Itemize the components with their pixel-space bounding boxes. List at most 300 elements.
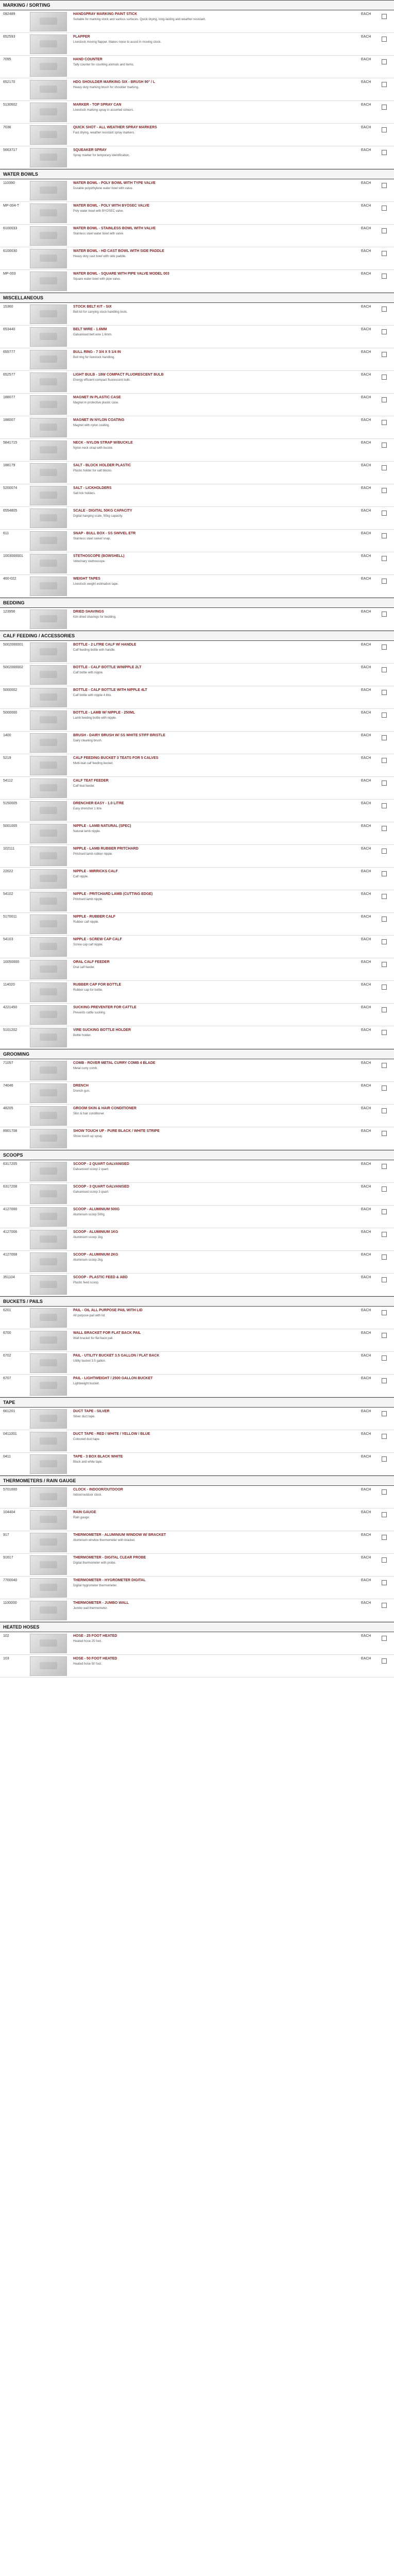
product-text bbox=[73, 202, 361, 213]
product-thumbnail bbox=[30, 1487, 67, 1507]
product-title: STOCK BELT KIT - SIX bbox=[73, 305, 112, 309]
unit-label: EACH bbox=[361, 350, 371, 354]
order-checkbox[interactable] bbox=[382, 1030, 387, 1035]
product-title: SCOOP - ALUMINIUM 1KG bbox=[73, 1230, 118, 1234]
order-checkbox-cell bbox=[382, 124, 394, 135]
order-checkbox[interactable] bbox=[382, 1333, 387, 1338]
order-checkbox[interactable] bbox=[382, 150, 387, 155]
order-checkbox-cell bbox=[382, 552, 394, 564]
product-image bbox=[30, 686, 73, 707]
product-title: SCOOP - PLASTIC FEED & ABD bbox=[73, 1276, 128, 1279]
section-header: WATER BOWLS bbox=[0, 169, 394, 179]
product-description: Livestock moving flapper. Makes noise to assist in moving stock. bbox=[73, 41, 162, 44]
product-title: THERMOMETER - HYGROMETER DIGITAL bbox=[73, 1579, 146, 1582]
product-thumbnail bbox=[30, 665, 67, 685]
unit-label: EACH bbox=[361, 915, 371, 919]
product-row bbox=[0, 1251, 394, 1274]
product-row bbox=[0, 552, 394, 575]
product-text bbox=[73, 439, 361, 450]
order-checkbox[interactable] bbox=[382, 826, 387, 831]
product-code: 5130602 bbox=[3, 103, 18, 107]
order-checkbox[interactable] bbox=[382, 274, 387, 279]
order-checkbox[interactable] bbox=[382, 1209, 387, 1214]
order-checkbox[interactable] bbox=[382, 1007, 387, 1012]
product-title: THERMOMETER - JUMBO WALL bbox=[73, 1601, 129, 1605]
product-description: Oral calf feeder. bbox=[73, 966, 95, 969]
product-code: 54103 bbox=[3, 938, 13, 941]
order-checkbox-cell bbox=[382, 1105, 394, 1116]
product-image bbox=[30, 10, 73, 31]
product-thumbnail bbox=[30, 1184, 67, 1204]
product-image bbox=[30, 1408, 73, 1429]
order-checkbox-cell bbox=[382, 1206, 394, 1217]
order-checkbox[interactable] bbox=[382, 1535, 387, 1540]
order-checkbox[interactable] bbox=[382, 82, 387, 87]
order-checkbox[interactable] bbox=[382, 1434, 387, 1439]
product-text bbox=[73, 1082, 361, 1093]
order-checkbox[interactable] bbox=[382, 329, 387, 334]
product-image bbox=[30, 981, 73, 1002]
order-checkbox-cell bbox=[382, 439, 394, 450]
product-row bbox=[0, 371, 394, 394]
product-text bbox=[73, 1632, 361, 1643]
product-title: WATER BOWL - POLY BOWL WITH TYPE VALVE bbox=[73, 181, 156, 185]
product-code: 74046 bbox=[3, 1084, 13, 1088]
order-checkbox-cell bbox=[382, 1486, 394, 1497]
product-row bbox=[0, 1228, 394, 1251]
order-checkbox[interactable] bbox=[382, 352, 387, 357]
product-image bbox=[30, 1251, 73, 1272]
order-checkbox[interactable] bbox=[382, 758, 387, 763]
product-row bbox=[0, 1632, 394, 1655]
product-image bbox=[30, 575, 73, 596]
product-text bbox=[73, 754, 361, 766]
product-thumbnail bbox=[30, 1376, 67, 1396]
order-checkbox-cell bbox=[382, 530, 394, 541]
product-title: NIPPLE - LAMB NATURAL (SPEC) bbox=[73, 824, 131, 828]
product-text bbox=[73, 1206, 361, 1217]
product-thumbnail bbox=[30, 125, 67, 145]
product-code: 4221450 bbox=[3, 1006, 18, 1009]
order-checkbox[interactable] bbox=[382, 1164, 387, 1169]
product-description: Spray marker for temporary identification. bbox=[73, 154, 130, 157]
order-checkbox[interactable] bbox=[382, 1512, 387, 1517]
product-row bbox=[0, 1599, 394, 1622]
order-checkbox[interactable] bbox=[382, 1255, 387, 1260]
product-title: SCOOP - ALUMINIUM 500G bbox=[73, 1208, 120, 1211]
product-row bbox=[0, 394, 394, 416]
order-checkbox-cell bbox=[382, 1228, 394, 1240]
product-thumbnail bbox=[30, 801, 67, 821]
product-title: HOSE - 50 FOOT HEATED bbox=[73, 1657, 117, 1660]
unit-label: EACH bbox=[361, 1488, 371, 1492]
product-code: 092489 bbox=[3, 12, 15, 16]
product-thumbnail bbox=[30, 642, 67, 662]
order-checkbox[interactable] bbox=[382, 1580, 387, 1585]
product-code: 104404 bbox=[3, 1511, 15, 1514]
product-thumbnail bbox=[30, 304, 67, 324]
order-checkbox[interactable] bbox=[382, 781, 387, 786]
unit-label: EACH bbox=[361, 418, 371, 422]
order-checkbox[interactable] bbox=[382, 713, 387, 718]
section-header: CALF FEEDING / ACCESSORIES bbox=[0, 631, 394, 641]
order-checkbox-cell bbox=[382, 1453, 394, 1464]
product-title: THERMOMETER - DIGITAL CLEAR PROBE bbox=[73, 1556, 146, 1560]
product-row bbox=[0, 326, 394, 348]
product-image bbox=[30, 552, 73, 573]
product-image bbox=[30, 1655, 73, 1676]
unit-label: EACH bbox=[361, 80, 371, 84]
order-checkbox[interactable] bbox=[382, 397, 387, 402]
product-thumbnail bbox=[30, 1656, 67, 1676]
product-thumbnail bbox=[30, 982, 67, 1002]
product-text bbox=[73, 247, 361, 259]
product-text bbox=[73, 1307, 361, 1318]
product-text bbox=[73, 1251, 361, 1262]
product-thumbnail bbox=[30, 688, 67, 707]
product-code: 7700040 bbox=[3, 1579, 18, 1582]
order-checkbox-cell bbox=[382, 56, 394, 67]
order-checkbox-cell bbox=[382, 1599, 394, 1611]
order-checkbox[interactable] bbox=[382, 488, 387, 493]
product-image bbox=[30, 1509, 73, 1530]
order-checkbox[interactable] bbox=[382, 37, 387, 42]
product-row bbox=[0, 1105, 394, 1127]
order-checkbox-cell bbox=[382, 1655, 394, 1666]
product-text bbox=[73, 777, 361, 788]
order-checkbox[interactable] bbox=[382, 1355, 387, 1361]
unit-label: EACH bbox=[361, 870, 371, 873]
order-checkbox[interactable] bbox=[382, 579, 387, 584]
order-checkbox[interactable] bbox=[382, 375, 387, 380]
order-checkbox[interactable] bbox=[382, 1108, 387, 1113]
unit-label: EACH bbox=[361, 509, 371, 513]
order-checkbox[interactable] bbox=[382, 612, 387, 617]
order-checkbox-cell bbox=[382, 1274, 394, 1285]
order-checkbox-cell bbox=[382, 1329, 394, 1341]
order-checkbox[interactable] bbox=[382, 105, 387, 110]
order-checkbox-cell bbox=[382, 225, 394, 236]
order-checkbox[interactable] bbox=[382, 667, 387, 672]
order-checkbox[interactable] bbox=[382, 1187, 387, 1192]
order-checkbox[interactable] bbox=[382, 803, 387, 808]
product-row bbox=[0, 78, 394, 101]
product-image bbox=[30, 936, 73, 957]
product-description: All purpose pail with lid. bbox=[73, 1314, 106, 1317]
order-checkbox[interactable] bbox=[382, 1131, 387, 1136]
order-checkbox[interactable] bbox=[382, 251, 387, 256]
product-description: Multi-teat calf feeding bucket. bbox=[73, 762, 114, 765]
section-header: MISCELLANEOUS bbox=[0, 293, 394, 303]
order-checkbox[interactable] bbox=[382, 228, 387, 233]
product-text bbox=[73, 1183, 361, 1194]
product-row bbox=[0, 56, 394, 78]
unit-label: EACH bbox=[361, 1377, 371, 1380]
unit-label: EACH bbox=[361, 1556, 371, 1560]
unit-label: EACH bbox=[361, 892, 371, 896]
product-title: WATER BOWL - POLY WITH BYOSEC VALVE bbox=[73, 204, 150, 208]
product-code: 5170011 bbox=[3, 915, 17, 919]
product-description: Aluminium scoop 1kg. bbox=[73, 1236, 104, 1239]
order-checkbox[interactable] bbox=[382, 690, 387, 695]
unit-label: EACH bbox=[361, 204, 371, 208]
unit-label: EACH bbox=[361, 1533, 371, 1537]
product-title: SCOOP - 2 QUART GALVANISED bbox=[73, 1162, 129, 1166]
order-checkbox[interactable] bbox=[382, 533, 387, 538]
product-thumbnail bbox=[30, 914, 67, 934]
product-code: 48205 bbox=[3, 1107, 13, 1110]
section-header: MARKING / SORTING bbox=[0, 0, 394, 10]
product-code: 6554805 bbox=[3, 509, 18, 513]
order-checkbox-cell bbox=[382, 1577, 394, 1588]
product-image bbox=[30, 1531, 73, 1552]
section-header: GROOMING bbox=[0, 1049, 394, 1059]
unit-label: EACH bbox=[361, 1634, 371, 1638]
product-text bbox=[73, 530, 361, 541]
product-title: MAGNET IN NYLON COATING bbox=[73, 418, 125, 422]
product-code: 0411001 bbox=[3, 1432, 17, 1436]
product-row bbox=[0, 1655, 394, 1677]
product-image bbox=[30, 732, 73, 753]
order-checkbox-cell bbox=[382, 641, 394, 652]
product-row bbox=[0, 1408, 394, 1430]
product-code: 5841715 bbox=[3, 441, 18, 445]
product-row bbox=[0, 1274, 394, 1296]
product-image bbox=[30, 326, 73, 347]
order-checkbox[interactable] bbox=[382, 127, 387, 132]
product-description: Rain gauge. bbox=[73, 1516, 90, 1519]
product-text bbox=[73, 890, 361, 902]
order-checkbox[interactable] bbox=[382, 511, 387, 516]
order-checkbox[interactable] bbox=[382, 14, 387, 19]
product-text bbox=[73, 1228, 361, 1240]
section-header: TAPE bbox=[0, 1397, 394, 1408]
order-checkbox[interactable] bbox=[382, 894, 387, 899]
product-text bbox=[73, 371, 361, 382]
product-text bbox=[73, 303, 361, 314]
order-checkbox[interactable] bbox=[382, 1658, 387, 1664]
order-checkbox[interactable] bbox=[382, 59, 387, 64]
product-description: Calf nipple. bbox=[73, 875, 89, 878]
product-title: FLAPPER bbox=[73, 35, 90, 39]
order-checkbox[interactable] bbox=[382, 443, 387, 448]
order-checkbox[interactable] bbox=[382, 556, 387, 561]
product-description: Calf teat feeder. bbox=[73, 785, 95, 788]
product-title: RAIN GAUGE bbox=[73, 1511, 96, 1514]
product-code: 6707 bbox=[3, 1377, 11, 1380]
product-title: NIPPLE - RUBBER CALF bbox=[73, 915, 116, 919]
unit-label: EACH bbox=[361, 577, 371, 581]
product-thumbnail bbox=[30, 892, 67, 911]
product-row bbox=[0, 575, 394, 598]
product-text bbox=[73, 608, 361, 619]
order-checkbox[interactable] bbox=[382, 1232, 387, 1237]
product-row bbox=[0, 1206, 394, 1228]
product-thumbnail bbox=[30, 1454, 67, 1474]
product-text bbox=[73, 270, 361, 281]
product-title: BOTTLE - CALF BOTTLE W/NIPPLE 2LT bbox=[73, 666, 142, 669]
product-description: Salt lick holders. bbox=[73, 492, 96, 495]
product-thumbnail bbox=[30, 1005, 67, 1025]
product-code: 5663717 bbox=[3, 148, 18, 152]
product-image bbox=[30, 348, 73, 369]
product-text bbox=[73, 1430, 361, 1442]
unit-label: EACH bbox=[361, 1511, 371, 1514]
product-row bbox=[0, 777, 394, 800]
order-checkbox[interactable] bbox=[382, 206, 387, 211]
order-checkbox-cell bbox=[382, 608, 394, 619]
product-image bbox=[30, 664, 73, 685]
product-code: 5002000001 bbox=[3, 643, 23, 647]
order-checkbox[interactable] bbox=[382, 735, 387, 740]
order-checkbox[interactable] bbox=[382, 917, 387, 922]
order-checkbox-cell bbox=[382, 371, 394, 382]
product-code: 655777 bbox=[3, 350, 15, 354]
unit-label: EACH bbox=[361, 554, 371, 558]
unit-label: EACH bbox=[361, 960, 371, 964]
order-checkbox[interactable] bbox=[382, 1603, 387, 1608]
unit-label: EACH bbox=[361, 227, 371, 230]
product-title: WALL BRACKET FOR FLAT BACK PAIL bbox=[73, 1331, 141, 1335]
order-checkbox[interactable] bbox=[382, 1489, 387, 1495]
product-code: 188077 bbox=[3, 396, 15, 399]
product-title: SALT - BLOCK HOLDER PLASTIC bbox=[73, 464, 131, 467]
product-text bbox=[73, 1127, 361, 1139]
order-checkbox[interactable] bbox=[382, 465, 387, 470]
product-row bbox=[0, 1059, 394, 1082]
product-image bbox=[30, 709, 73, 730]
product-description: Square water bowl with pipe valve. bbox=[73, 278, 121, 281]
product-image bbox=[30, 1206, 73, 1227]
product-image bbox=[30, 1274, 73, 1295]
product-title: CALF FEEDING BUCKET 3 TEATS FOR 5 CALVES bbox=[73, 756, 159, 760]
product-image bbox=[30, 462, 73, 483]
order-checkbox[interactable] bbox=[382, 871, 387, 876]
product-text bbox=[73, 1352, 361, 1363]
order-checkbox[interactable] bbox=[382, 1411, 387, 1416]
product-text bbox=[73, 78, 361, 90]
product-thumbnail bbox=[30, 1432, 67, 1451]
product-text bbox=[73, 822, 361, 834]
order-checkbox-cell bbox=[382, 868, 394, 879]
order-checkbox[interactable] bbox=[382, 962, 387, 967]
product-code: 652577 bbox=[3, 373, 15, 377]
product-title: DUCT TAPE - SILVER bbox=[73, 1410, 110, 1413]
product-title: CALF TEAT FEEDER bbox=[73, 779, 109, 783]
product-code: 1400 bbox=[3, 734, 11, 737]
order-checkbox[interactable] bbox=[382, 183, 387, 188]
product-code: 652593 bbox=[3, 35, 15, 39]
section-header: BUCKETS / PAILS bbox=[0, 1296, 394, 1307]
product-row bbox=[0, 247, 394, 270]
unit-label: EACH bbox=[361, 272, 371, 276]
product-code: 91617 bbox=[3, 1556, 13, 1560]
unit-label: EACH bbox=[361, 181, 371, 185]
order-checkbox[interactable] bbox=[382, 1456, 387, 1462]
order-checkbox[interactable] bbox=[382, 307, 387, 312]
order-checkbox[interactable] bbox=[382, 1636, 387, 1641]
product-description: Calf bottle with nipple 4 litre. bbox=[73, 694, 112, 697]
unit-label: EACH bbox=[361, 711, 371, 715]
product-code: 1003000001 bbox=[3, 554, 23, 558]
product-description: Dairy cleaning brush. bbox=[73, 739, 102, 742]
order-checkbox-cell bbox=[382, 732, 394, 743]
unit-label: EACH bbox=[361, 1410, 371, 1413]
product-text bbox=[73, 1160, 361, 1172]
product-row bbox=[0, 1375, 394, 1397]
product-thumbnail bbox=[30, 531, 67, 551]
product-row bbox=[0, 462, 394, 484]
product-thumbnail bbox=[30, 846, 67, 866]
product-thumbnail bbox=[30, 869, 67, 889]
product-code: 54102 bbox=[3, 892, 13, 896]
unit-label: EACH bbox=[361, 1253, 371, 1257]
product-row bbox=[0, 1183, 394, 1206]
product-title: SNAP - BULL BOX - SS SWIVEL ETR bbox=[73, 532, 136, 535]
product-thumbnail bbox=[30, 350, 67, 369]
order-checkbox-cell bbox=[382, 709, 394, 720]
product-thumbnail bbox=[30, 1533, 67, 1552]
product-title: HAND COUNTER bbox=[73, 58, 102, 61]
product-image bbox=[30, 958, 73, 979]
unit-label: EACH bbox=[361, 756, 371, 760]
unit-label: EACH bbox=[361, 1354, 371, 1358]
product-image bbox=[30, 1183, 73, 1204]
product-row bbox=[0, 124, 394, 146]
product-thumbnail bbox=[30, 272, 67, 291]
order-checkbox[interactable] bbox=[382, 1310, 387, 1315]
product-title: WEIGHT TAPES bbox=[73, 577, 100, 581]
order-checkbox[interactable] bbox=[382, 645, 387, 650]
order-checkbox[interactable] bbox=[382, 1378, 387, 1383]
order-checkbox[interactable] bbox=[382, 420, 387, 425]
order-checkbox[interactable] bbox=[382, 1063, 387, 1068]
order-checkbox[interactable] bbox=[382, 1557, 387, 1563]
order-checkbox[interactable] bbox=[382, 1277, 387, 1282]
product-row bbox=[0, 641, 394, 664]
order-checkbox[interactable] bbox=[382, 1086, 387, 1091]
product-description: Energy efficient compact fluorescent bulb. bbox=[73, 379, 131, 382]
order-checkbox-cell bbox=[382, 1352, 394, 1363]
product-title: QUICK SHOT - ALL WEATHER SPRAY MARKERS bbox=[73, 126, 157, 129]
product-thumbnail bbox=[30, 1106, 67, 1126]
order-checkbox[interactable] bbox=[382, 985, 387, 990]
product-code: 5219 bbox=[3, 756, 11, 760]
product-row bbox=[0, 146, 394, 169]
product-description: Prevents cattle sucking. bbox=[73, 1011, 106, 1014]
product-thumbnail bbox=[30, 80, 67, 99]
order-checkbox[interactable] bbox=[382, 849, 387, 854]
product-description: Fast drying, weather resistant spray markers. bbox=[73, 131, 135, 134]
product-description: Magnet with nylon coating. bbox=[73, 424, 110, 427]
order-checkbox[interactable] bbox=[382, 939, 387, 944]
product-thumbnail bbox=[30, 1230, 67, 1249]
order-checkbox-cell bbox=[382, 270, 394, 281]
product-description: Coloured duct tape. bbox=[73, 1438, 100, 1441]
product-code: 6700 bbox=[3, 1331, 11, 1335]
unit-label: EACH bbox=[361, 1028, 371, 1032]
unit-label: EACH bbox=[361, 824, 371, 828]
product-title: WATER BOWL - HD CAST BOWL WITH SIDE PADDLE bbox=[73, 249, 164, 253]
product-code: 102111 bbox=[3, 847, 15, 851]
product-text bbox=[73, 1329, 361, 1341]
product-thumbnail bbox=[30, 554, 67, 573]
unit-label: EACH bbox=[361, 1309, 371, 1312]
product-code: 6100030 bbox=[3, 249, 18, 253]
product-row bbox=[0, 800, 394, 822]
product-code: 917 bbox=[3, 1533, 9, 1537]
product-image bbox=[30, 439, 73, 460]
